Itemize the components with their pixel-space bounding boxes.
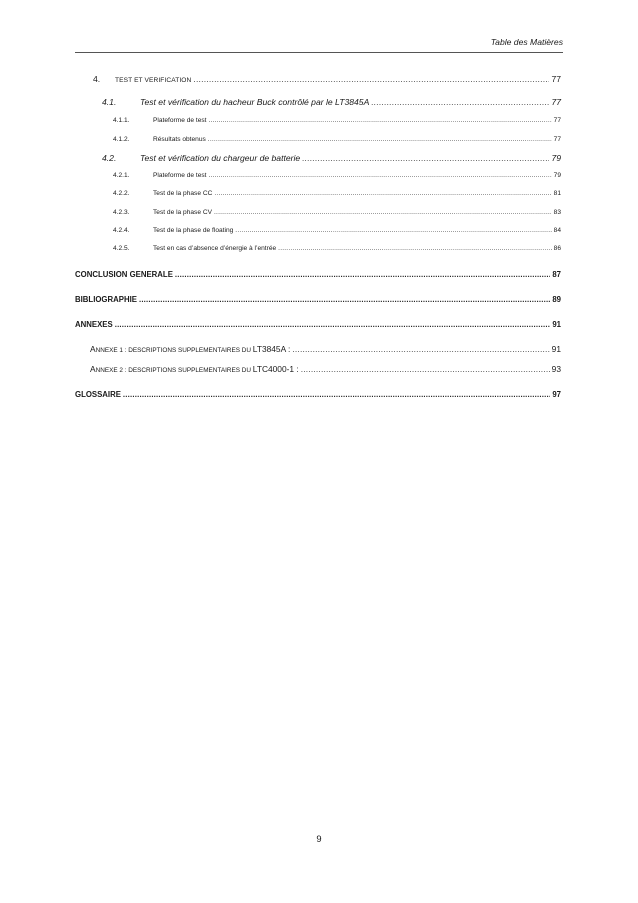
toc-page: 91 [552, 320, 561, 329]
dot-leader [301, 364, 550, 374]
toc-entry-4-2-1[interactable] [113, 172, 561, 179]
toc-page: 77 [553, 117, 561, 124]
toc-page: 87 [552, 270, 561, 279]
toc-title [90, 344, 290, 354]
toc-entry-annexe-1[interactable] [90, 344, 561, 354]
dot-leader [214, 209, 552, 216]
toc-entry-4-2-2[interactable] [113, 190, 561, 197]
toc-entry-4-2[interactable] [102, 153, 561, 163]
toc-page: 84 [553, 227, 561, 234]
toc-page: 77 [551, 97, 561, 107]
toc-entry-4-1[interactable] [102, 97, 561, 107]
toc-entry-bibliographie[interactable] [75, 295, 561, 304]
toc-entry-glossaire[interactable] [75, 390, 561, 399]
toc-title: Plateforme de test [153, 172, 207, 179]
toc-title: CONCLUSION GENERALE [75, 270, 173, 279]
dot-leader [208, 136, 552, 143]
toc-page: 86 [553, 245, 561, 252]
toc-title: ANNEXES [75, 320, 113, 329]
toc-number: 4.1.1. [113, 117, 130, 124]
toc-page: 97 [552, 390, 561, 399]
toc-page: 77 [551, 74, 561, 84]
toc-page: 79 [551, 153, 561, 163]
toc-title: Test de la phase de floating [153, 227, 234, 234]
dot-leader [214, 190, 551, 197]
annex-prefix-smallcaps: NNEXE 2 : DESCRIPTIONS SUPPLEMENTAIRES DU [95, 367, 253, 374]
dot-leader [193, 74, 549, 84]
dot-leader [209, 172, 552, 179]
toc-number: 4.2.1. [113, 172, 130, 179]
toc-number: 4.2.5. [113, 245, 130, 252]
toc-number: 4.2.3. [113, 209, 130, 216]
toc-number: 4.2. [102, 153, 117, 163]
toc-entry-4[interactable] [93, 74, 561, 84]
page-number: 9 [316, 833, 322, 844]
toc-entry-annexes[interactable] [75, 320, 561, 329]
toc-entry-annexe-2[interactable] [90, 364, 561, 374]
toc-title: BIBLIOGRAPHIE [75, 295, 137, 304]
toc-title: Test de la phase CC [153, 190, 213, 197]
toc-number: 4.2.2. [113, 190, 130, 197]
toc-title: Test et vérification du hacheur Buck contrôlé par le LT3845A [140, 97, 370, 107]
annex-chip-name: LT3845A : [252, 344, 291, 354]
toc-title: Test et vérification du chargeur de batterie [140, 153, 301, 163]
dot-leader [302, 153, 549, 163]
toc-page: 93 [551, 364, 561, 374]
toc-number: 4. [93, 74, 101, 84]
dot-leader [209, 117, 552, 124]
dot-leader [371, 97, 549, 107]
toc-title: Résultats obtenus [153, 136, 206, 143]
header-rule [75, 52, 563, 53]
toc-title: Test en cas d’absence d’énergie à l’entrée [153, 245, 277, 252]
annex-prefix-initial: A [90, 364, 96, 374]
toc-number: 4.1.2. [113, 136, 130, 143]
dot-leader [235, 227, 551, 234]
annex-chip-name: LTC4000-1 : [252, 364, 299, 374]
toc-entry-conclusion[interactable] [75, 270, 561, 279]
toc-entry-4-2-3[interactable] [113, 209, 561, 216]
dot-leader [123, 390, 550, 399]
toc-entry-4-1-2[interactable] [113, 136, 561, 143]
toc-entry-4-1-1[interactable] [113, 117, 561, 124]
toc-title: GLOSSAIRE [75, 390, 121, 399]
running-header: Table des Matières [490, 37, 563, 47]
toc-page: 77 [553, 136, 561, 143]
toc-number: 4.1. [102, 97, 117, 107]
toc-title: Plateforme de test [153, 117, 207, 124]
dot-leader [292, 344, 549, 354]
dot-leader [175, 270, 550, 279]
dot-leader [278, 245, 551, 252]
dot-leader [115, 320, 551, 329]
toc-title: TEST ET VERIFICATION [115, 77, 192, 84]
toc-page: 89 [552, 295, 561, 304]
toc-page: 91 [551, 344, 561, 354]
toc-entry-4-2-4[interactable] [113, 227, 561, 234]
toc-title: Test de la phase CV [153, 209, 213, 216]
toc-page: 83 [553, 209, 561, 216]
annex-prefix-initial: A [90, 344, 96, 354]
toc-page: 79 [553, 172, 561, 179]
toc-entry-4-2-5[interactable] [113, 245, 561, 252]
toc-title [90, 364, 299, 374]
toc-number: 4.2.4. [113, 227, 130, 234]
toc-page: 81 [553, 190, 561, 197]
annex-prefix-smallcaps: NNEXE 1 : DESCRIPTIONS SUPPLEMENTAIRES DU [95, 347, 253, 354]
dot-leader [139, 295, 550, 304]
